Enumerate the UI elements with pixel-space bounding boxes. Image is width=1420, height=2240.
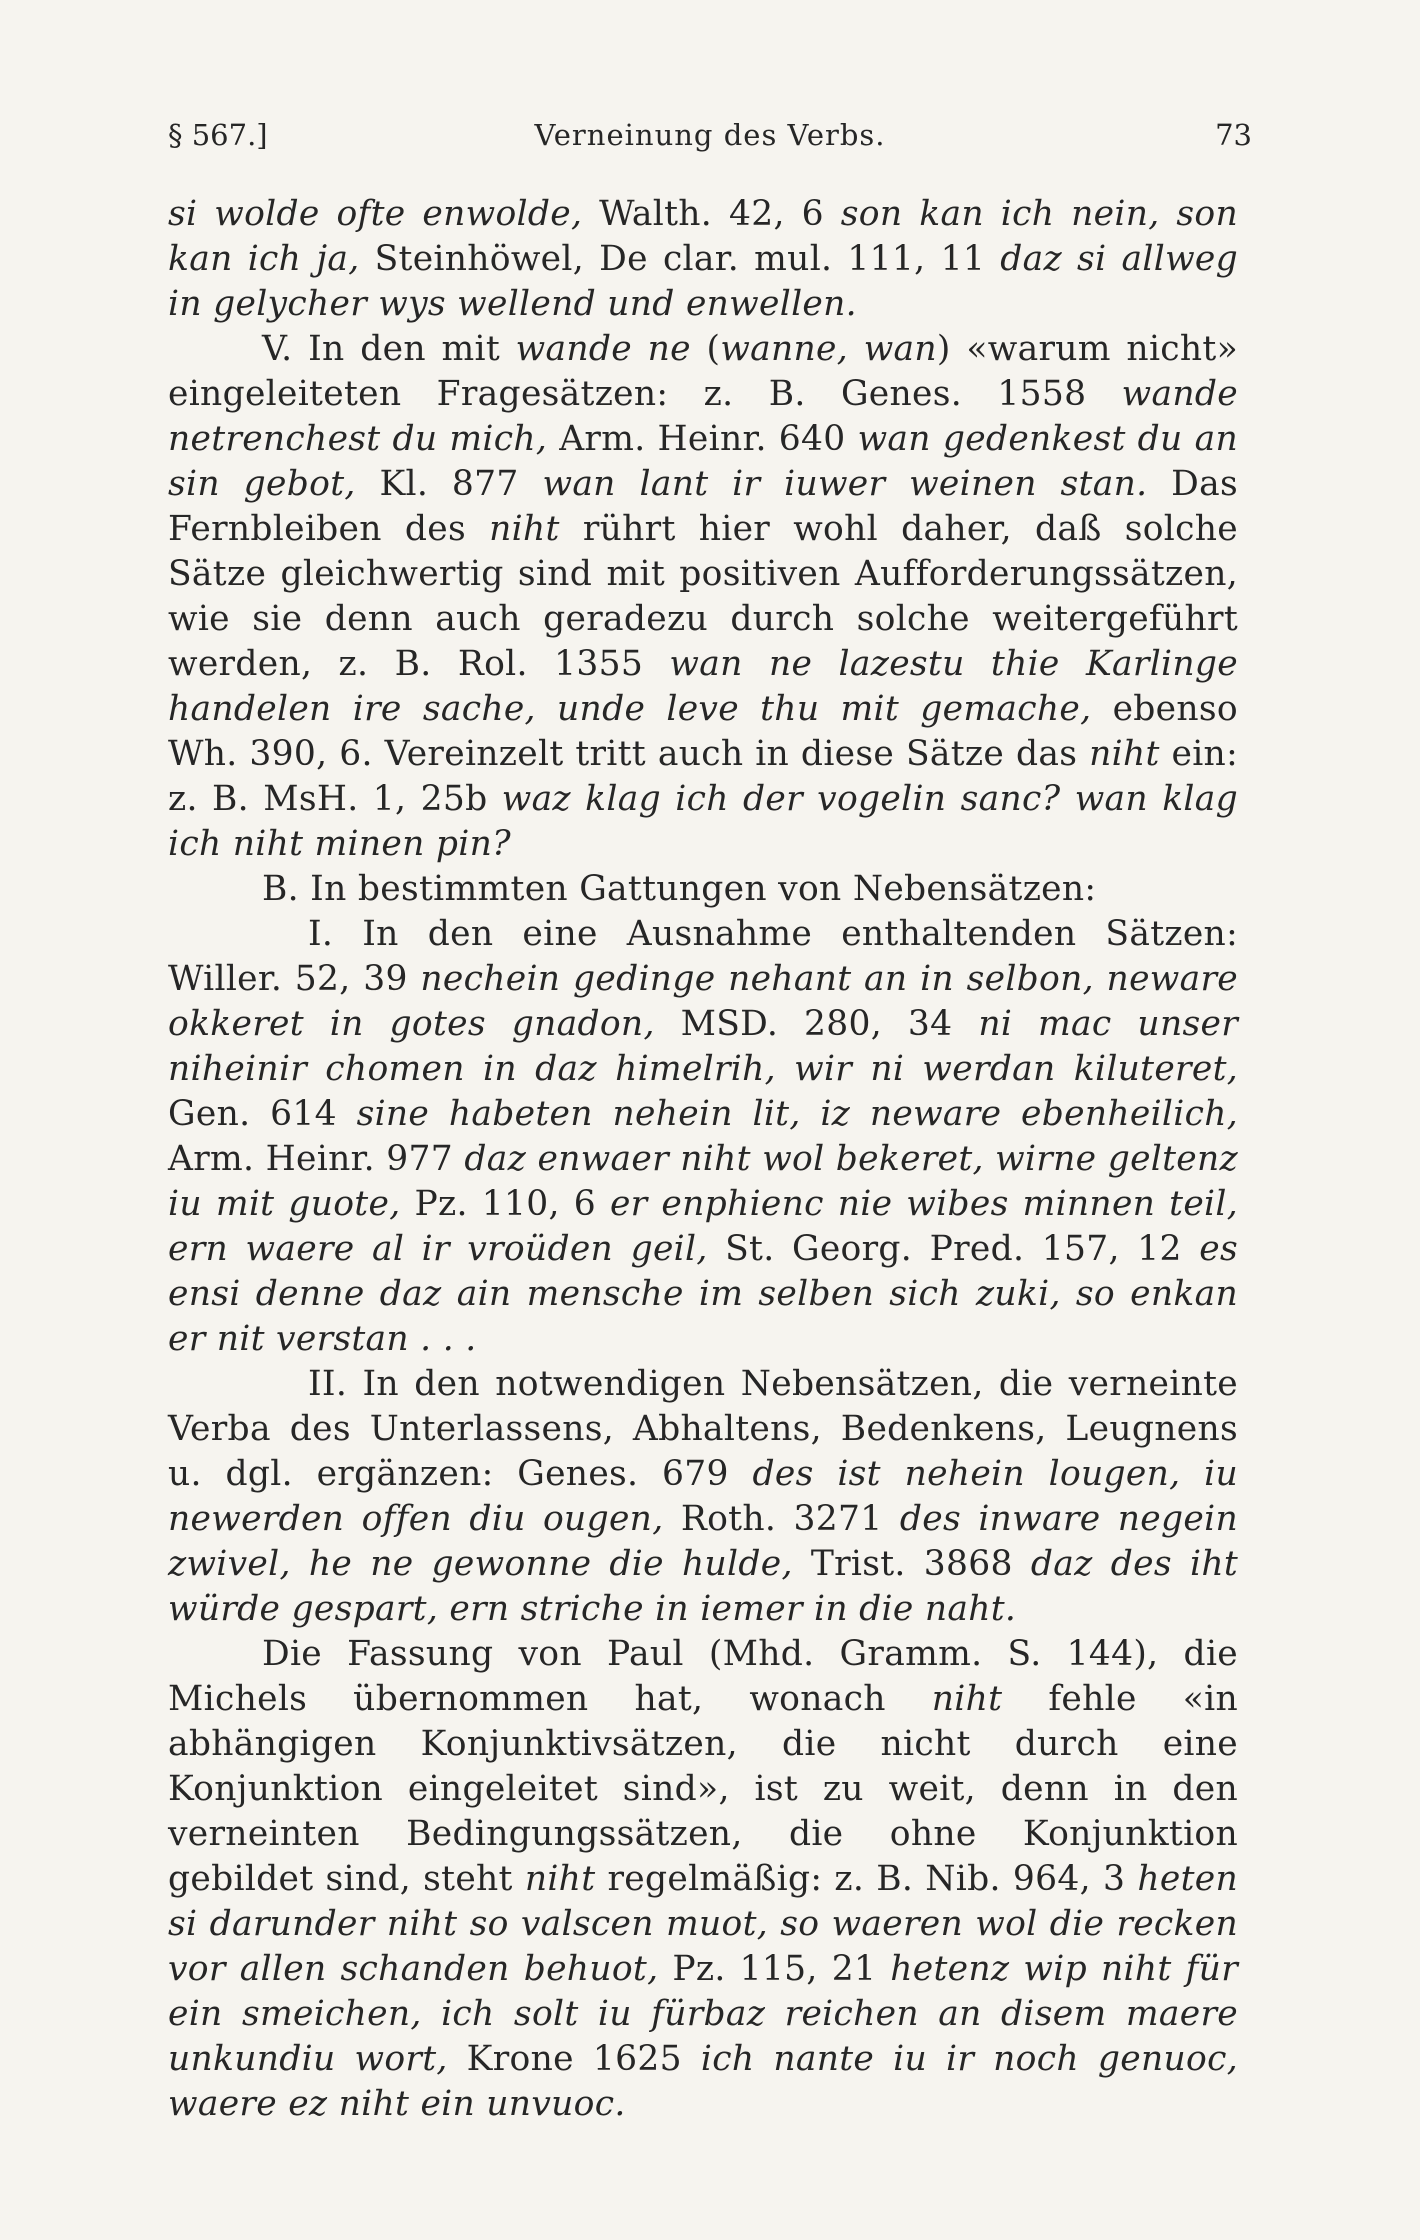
quote: son kan ich nein, son kan ich ja,	[168, 194, 1238, 279]
section-number: § 567.]	[168, 118, 268, 152]
paragraph-i	[168, 912, 1238, 1362]
quote: des inware negein zwivel, he ne gewonne die hulde,	[168, 1499, 1238, 1584]
text: ebenso Wh. 390, 6. Vereinzelt tritt auch in diese Sätze das	[168, 689, 1238, 774]
quote: wande netrenchest du mich,	[168, 374, 1238, 459]
citation: Pz. 110, 6	[400, 1184, 610, 1224]
quote: waz klag ich der vogelin sanc? wan klag ich niht minen pin?	[168, 779, 1238, 864]
quote: daz si allweg in gelycher wys wellend und enwellen.	[168, 239, 1238, 324]
text: II. In den notwendigen Nebensätzen, die verneinte Verba des Unterlassens, Abhaltens, Bedenkens, Leugnens u. dgl. ergänzen: Genes. 679	[168, 1364, 1238, 1494]
citation: Pz. 115, 21	[658, 1949, 891, 1989]
text: ) «warum nicht» eingeleiteten Fragesätzen: z. B. Genes. 1558	[168, 329, 1238, 414]
quote: ich nante iu ir noch genuoc, waere ez niht ein unvuoc.	[168, 2039, 1238, 2124]
quote: sine habeten nehein lit, iz neware ebenheilich,	[356, 1094, 1238, 1134]
paragraph-continuation	[168, 192, 1238, 327]
quote: daz enwaer niht wol bekeret, wirne geltenz iu mit guote,	[168, 1139, 1239, 1224]
text: Das Fernbleiben des	[168, 464, 1238, 549]
text: V. In den mit	[262, 329, 516, 369]
paragraph-final	[168, 1632, 1238, 2127]
quote: niht	[524, 1859, 596, 1899]
text: (	[690, 329, 721, 369]
quote: hetenz wip niht für ein smeichen, ich solt iu fürbaz reichen an disem maere unkundiu wort,	[168, 1949, 1238, 2079]
quote: ni mac unser niheinir chomen in daz himelrih, wir ni werdan kiluteret,	[168, 1004, 1238, 1089]
citation: Kl. 877	[355, 464, 543, 504]
citation: Trist. 3868	[792, 1544, 1031, 1584]
citation: Walth. 42, 6	[582, 194, 841, 234]
running-head	[168, 118, 1252, 158]
page-number: 73	[1215, 118, 1252, 152]
quote: wanne, wan	[720, 329, 937, 369]
paragraph-v	[168, 327, 1238, 867]
page-title: Verneinung des Verbs.	[534, 118, 886, 152]
quote: es ensi denne daz ain mensche im selben sich zuki, so enkan er nit verstan . . .	[168, 1229, 1238, 1359]
quote: si wolde ofte enwolde,	[168, 194, 583, 234]
paragraph-ii	[168, 1362, 1238, 1632]
text: fehle «in abhängigen Konjunktivsätzen, die nicht durch eine Konjunktion eingeleitet sind», ist zu weit, denn in den verneinten Bedingungssätzen, die ohne Konjunktion gebildet sind, steht	[168, 1679, 1238, 1899]
citation: Steinhöwel, De clar. mul. 111, 11	[359, 239, 1001, 279]
quote: wande ne	[515, 329, 691, 369]
citation: ein: z. B. MsH. 1, 25b	[168, 734, 1238, 819]
citation: Gen. 614	[168, 1094, 357, 1134]
citation: MSD. 280, 34	[654, 1004, 979, 1044]
quote: niht	[931, 1679, 1003, 1719]
citation: Arm. Heinr. 977	[168, 1139, 465, 1179]
main-text	[168, 192, 1238, 2127]
quote: nechein gedinge nehant an in selbon, neware okkeret in gotes gnadon,	[168, 959, 1238, 1044]
quote: des ist nehein lougen, iu newerden offen diu ougen,	[168, 1454, 1238, 1539]
quote: heten si darunder niht so valscen muot, so waeren wol die recken vor allen schanden behuot,	[168, 1859, 1238, 1989]
quote: wan ne lazestu thie Karlinge handelen ire sache, unde leve thu mit gemache,	[168, 644, 1238, 729]
text: I. In den eine Ausnahme enthaltenden Sätzen: Willer. 52, 39	[168, 914, 1238, 999]
quote: wan gedenkest du an sin gebot,	[168, 419, 1238, 504]
text: Die Fassung von Paul (Mhd. Gramm. S. 144), die Michels übernommen hat, wonach	[168, 1634, 1238, 1719]
quote: daz des iht würde gespart, ern striche in iemer in die naht.	[168, 1544, 1238, 1629]
quote: niht	[1089, 734, 1160, 774]
citation: St. Georg. Pred. 157, 12	[707, 1229, 1200, 1269]
quote: er enphienc nie wibes minnen teil, ern waere al ir vroüden geil,	[168, 1184, 1238, 1269]
quote: niht	[489, 509, 560, 549]
citation: Arm. Heinr. 640	[547, 419, 858, 459]
citation: Krone 1625	[447, 2039, 701, 2079]
text: rührt hier wohl daher, daß solche Sätze gleichwertig sind mit positiven Aufforderungssätzen, wie sie denn auch geradezu durch solche weitergeführt werden, z. B. Rol. 1355	[168, 509, 1238, 684]
paragraph-b-heading: B. In bestimmten Gattungen von Nebensätzen:	[262, 869, 1097, 909]
quote: wan lant ir iuwer weinen stan.	[542, 464, 1148, 504]
citation: regelmäßig: z. B. Nib. 964, 3	[595, 1859, 1138, 1899]
citation: Roth. 3271	[663, 1499, 900, 1539]
